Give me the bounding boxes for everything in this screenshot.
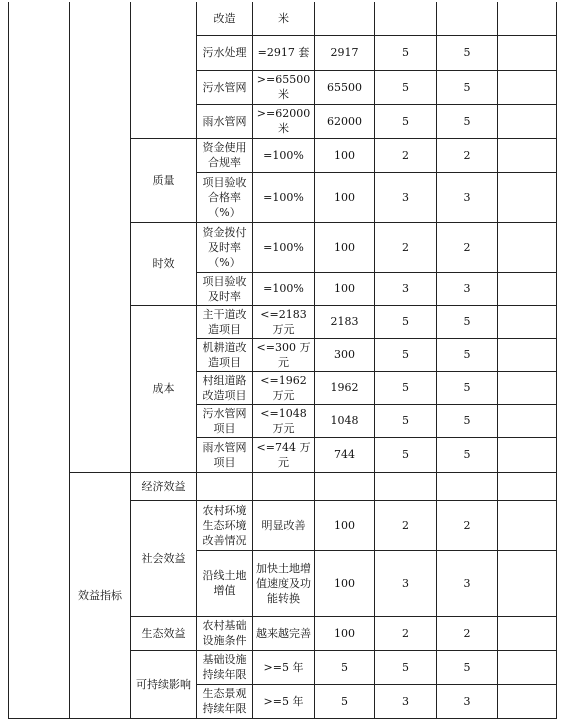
metric-actual: 65500 [315,70,375,104]
metric-name: 村组道路改造项目 [197,371,253,404]
metric-score: 3 [437,172,498,222]
metric-weight: 2 [375,222,437,272]
level1-benefit: 效益指标 [70,472,131,718]
metric-weight: 5 [375,371,437,404]
metric-weight [375,472,437,500]
metric-weight: 2 [375,138,437,172]
metric-name: 雨水管网项目 [197,437,253,472]
metric-actual: 1048 [315,404,375,437]
metric-weight: 5 [375,338,437,371]
metric-name: 机耕道改造项目 [197,338,253,371]
metric-target [253,472,315,500]
metric-note [498,616,557,650]
metric-weight: 3 [375,172,437,222]
level2-economic: 经济效益 [131,472,197,500]
metric-actual: 1962 [315,371,375,404]
metric-target: =100% [253,272,315,305]
level2-timeliness: 时效 [131,222,197,305]
level1-output-cell [70,2,131,472]
level2-social: 社会效益 [131,500,197,616]
metric-score: 5 [437,371,498,404]
metric-name: 农村环境生态环境改善情况 [197,500,253,550]
metric-score: 2 [437,616,498,650]
metric-actual: 100 [315,616,375,650]
metric-weight: 5 [375,404,437,437]
metric-score: 5 [437,70,498,104]
metric-target: =100% [253,138,315,172]
metric-note [498,172,557,222]
metric-weight: 5 [375,35,437,70]
metric-weight [375,2,437,35]
metric-actual: 100 [315,222,375,272]
level1-left-cell [9,2,70,718]
metric-note [498,684,557,718]
metric-weight: 5 [375,305,437,338]
level2-quality: 质量 [131,138,197,222]
metric-weight: 3 [375,684,437,718]
metric-score: 2 [437,500,498,550]
metric-actual: 2183 [315,305,375,338]
metric-score: 3 [437,550,498,616]
metric-name: 污水处理 [197,35,253,70]
metric-actual: 100 [315,550,375,616]
metric-weight: 2 [375,500,437,550]
metric-target: =100% [253,172,315,222]
metric-actual: 62000 [315,104,375,138]
metric-target: >=62000米 [253,104,315,138]
metric-actual: 300 [315,338,375,371]
metric-score: 5 [437,404,498,437]
metric-score: 2 [437,138,498,172]
metric-score: 5 [437,104,498,138]
metric-note [498,138,557,172]
metric-actual: 100 [315,172,375,222]
metric-actual: 100 [315,138,375,172]
metric-score: 5 [437,305,498,338]
metric-target: 越来越完善 [253,616,315,650]
metric-name: 雨水管网 [197,104,253,138]
metric-target: <=1962 万元 [253,371,315,404]
metric-note [498,371,557,404]
metric-actual: 5 [315,650,375,684]
metric-actual [315,472,375,500]
metric-name: 生态景观持续年限 [197,684,253,718]
metric-target: <=1048 万元 [253,404,315,437]
metric-note [498,35,557,70]
metric-target: =2917 套 [253,35,315,70]
metric-name: 改造 [197,2,253,35]
metric-name: 主干道改造项目 [197,305,253,338]
performance-indicator-table [8,2,557,719]
metric-actual: 100 [315,500,375,550]
metric-weight: 3 [375,272,437,305]
metric-name: 农村基础设施条件 [197,616,253,650]
metric-note [498,500,557,550]
table-row [9,2,557,35]
metric-target: >=5 年 [253,650,315,684]
metric-note [498,70,557,104]
metric-name: 污水管网 [197,70,253,104]
level2-ecological: 生态效益 [131,616,197,650]
metric-name: 基础设施持续年限 [197,650,253,684]
metric-score: 2 [437,222,498,272]
metric-note [498,338,557,371]
metric-note [498,2,557,35]
metric-target: 米 [253,2,315,35]
metric-name: 资金拨付及时率（%） [197,222,253,272]
metric-name: 沿线土地增值 [197,550,253,616]
metric-score: 5 [437,650,498,684]
metric-actual: 100 [315,272,375,305]
metric-score [437,472,498,500]
level2-quantity-cell [131,2,197,138]
metric-actual: 2917 [315,35,375,70]
metric-score [437,2,498,35]
metric-note [498,104,557,138]
metric-weight: 5 [375,104,437,138]
metric-weight: 5 [375,70,437,104]
metric-weight: 3 [375,550,437,616]
metric-weight: 5 [375,650,437,684]
metric-target: >=65500米 [253,70,315,104]
metric-weight: 5 [375,437,437,472]
metric-score: 3 [437,272,498,305]
metric-name: 资金使用合规率 [197,138,253,172]
metric-note [498,472,557,500]
metric-note [498,305,557,338]
metric-actual: 5 [315,684,375,718]
level2-sustainable: 可持续影响 [131,650,197,718]
metric-note [498,222,557,272]
metric-target: =100% [253,222,315,272]
metric-score: 5 [437,437,498,472]
metric-actual: 744 [315,437,375,472]
metric-target: <=2183 万元 [253,305,315,338]
metric-score: 3 [437,684,498,718]
metric-note [498,550,557,616]
metric-name: 项目验收及时率 [197,272,253,305]
metric-score: 5 [437,338,498,371]
table-row [9,472,557,500]
metric-weight: 2 [375,616,437,650]
metric-name: 项目验收合格率（%） [197,172,253,222]
metric-target: <=300 万元 [253,338,315,371]
metric-actual [315,2,375,35]
metric-target: >=5 年 [253,684,315,718]
metric-target: <=744 万元 [253,437,315,472]
metric-note [498,437,557,472]
level2-cost: 成本 [131,305,197,472]
metric-target: 明显改善 [253,500,315,550]
metric-target: 加快土地增值速度及功能转换 [253,550,315,616]
metric-note [498,404,557,437]
metric-name [197,472,253,500]
metric-score: 5 [437,35,498,70]
metric-name: 污水管网项目 [197,404,253,437]
metric-note [498,272,557,305]
metric-note [498,650,557,684]
